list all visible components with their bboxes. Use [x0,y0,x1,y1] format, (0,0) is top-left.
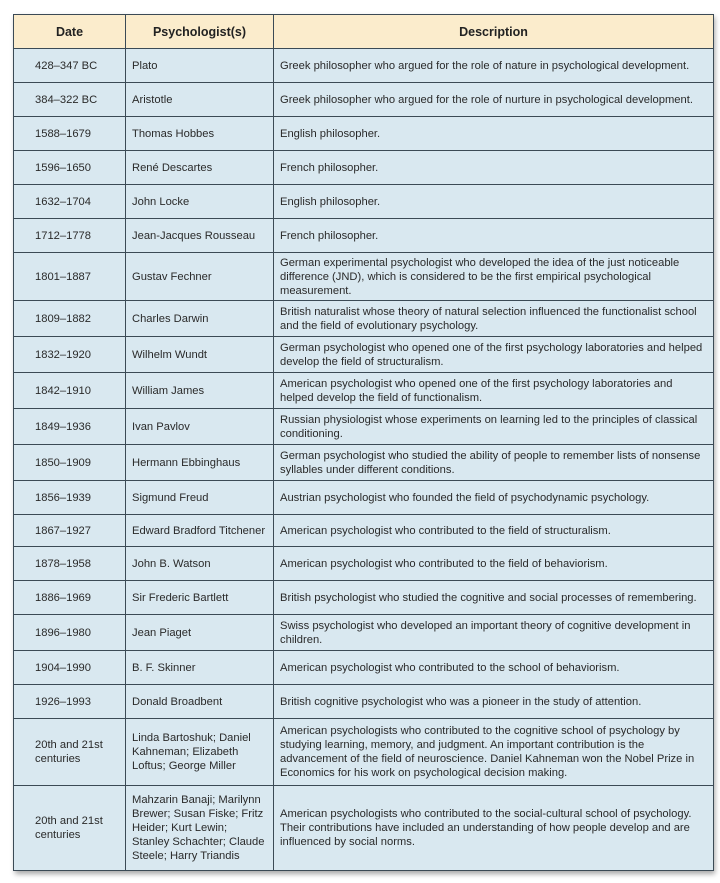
description-cell: American psychologist who contributed to the field of behaviorism. [274,547,714,581]
date-cell: 1632–1704 [14,185,126,219]
date-cell: 1867–1927 [14,515,126,547]
table-row [14,445,714,481]
description-cell: German experimental psychologist who developed the idea of the just noticeable difference (JND), which is considered to be the first empirical psychological measurement. [274,253,714,301]
psychologist-cell: Plato [126,49,274,83]
description-cell: British cognitive psychologist who was a pioneer in the study of attention. [274,685,714,719]
psychologist-cell: John Locke [126,185,274,219]
description-cell: English philosopher. [274,185,714,219]
date-cell: 1904–1990 [14,651,126,685]
table-row [14,301,714,337]
psychologist-cell: Mahzarin Banaji; Marilynn Brewer; Susan Fiske; Fritz Heider; Kurt Lewin; Stanley Schachter; Claude Steele; Harry Triandis [126,786,274,871]
table-row [14,581,714,615]
psychologist-cell: Ivan Pavlov [126,409,274,445]
description-cell: American psychologist who opened one of the first psychology laboratories and helped develop the field of functionalism. [274,373,714,409]
date-cell: 1849–1936 [14,409,126,445]
table-row [14,219,714,253]
table-row [14,151,714,185]
table-row [14,373,714,409]
table-row [14,685,714,719]
table-row [14,547,714,581]
date-cell: 1856–1939 [14,481,126,515]
date-cell: 428–347 BC [14,49,126,83]
description-cell: Russian physiologist whose experiments on learning led to the principles of classical conditioning. [274,409,714,445]
description-cell: French philosopher. [274,219,714,253]
description-cell: Austrian psychologist who founded the field of psychodynamic psychology. [274,481,714,515]
date-cell: 1712–1778 [14,219,126,253]
psychologist-cell: Aristotle [126,83,274,117]
date-cell: 20th and 21st centuries [14,719,126,786]
table-row [14,337,714,373]
table-row [14,253,714,301]
psychologist-cell: Sir Frederic Bartlett [126,581,274,615]
table-row [14,786,714,871]
psychologist-cell: Jean Piaget [126,615,274,651]
description-cell: American psychologists who contributed to the social-cultural school of psychology. Their contributions have included an understanding of how people develop and are influenced by social norms. [274,786,714,871]
description-cell: Swiss psychologist who developed an important theory of cognitive development in children. [274,615,714,651]
date-cell: 1896–1980 [14,615,126,651]
description-cell: German psychologist who studied the ability of people to remember lists of nonsense syllables under different conditions. [274,445,714,481]
date-cell: 1588–1679 [14,117,126,151]
header-row [14,15,714,49]
date-cell: 384–322 BC [14,83,126,117]
header-description: Description [274,15,714,49]
description-cell: Greek philosopher who argued for the role of nature in psychological development. [274,49,714,83]
table-row [14,719,714,786]
psychologists-table [13,14,714,871]
header-psychologists: Psychologist(s) [126,15,274,49]
table-row [14,615,714,651]
psychologist-cell: Charles Darwin [126,301,274,337]
psychologist-cell: Thomas Hobbes [126,117,274,151]
date-cell: 1596–1650 [14,151,126,185]
date-cell: 1878–1958 [14,547,126,581]
header-date: Date [14,15,126,49]
psychologist-cell: Jean-Jacques Rousseau [126,219,274,253]
date-cell: 1926–1993 [14,685,126,719]
psychologist-cell: B. F. Skinner [126,651,274,685]
description-cell: German psychologist who opened one of the first psychology laboratories and helped develop the field of structuralism. [274,337,714,373]
description-cell: American psychologist who contributed to the school of behaviorism. [274,651,714,685]
psychologist-cell: Sigmund Freud [126,481,274,515]
date-cell: 1809–1882 [14,301,126,337]
date-cell: 20th and 21st centuries [14,786,126,871]
psychologist-cell: John B. Watson [126,547,274,581]
psychologist-cell: René Descartes [126,151,274,185]
psychologist-cell: Gustav Fechner [126,253,274,301]
date-cell: 1850–1909 [14,445,126,481]
psychologists-table-frame [13,14,713,871]
description-cell: French philosopher. [274,151,714,185]
psychologist-cell: Linda Bartoshuk; Daniel Kahneman; Elizabeth Loftus; George Miller [126,719,274,786]
table-row [14,481,714,515]
description-cell: American psychologist who contributed to the field of structuralism. [274,515,714,547]
description-cell: British psychologist who studied the cognitive and social processes of remembering. [274,581,714,615]
date-cell: 1832–1920 [14,337,126,373]
psychologist-cell: Edward Bradford Titchener [126,515,274,547]
description-cell: American psychologists who contributed to the cognitive school of psychology by studying learning, memory, and judgment. An important contribution is the advancement of the field of neuroscience. Daniel Kahneman won the Nobel Prize in Economics for his work on psychological decision making. [274,719,714,786]
psychologist-cell: Wilhelm Wundt [126,337,274,373]
table-row [14,651,714,685]
psychologist-cell: Hermann Ebbinghaus [126,445,274,481]
date-cell: 1842–1910 [14,373,126,409]
psychologist-cell: William James [126,373,274,409]
date-cell: 1886–1969 [14,581,126,615]
table-row [14,83,714,117]
date-cell: 1801–1887 [14,253,126,301]
table-row [14,409,714,445]
description-cell: Greek philosopher who argued for the role of nurture in psychological development. [274,83,714,117]
table-row [14,49,714,83]
table-row [14,515,714,547]
table-row [14,185,714,219]
description-cell: British naturalist whose theory of natural selection influenced the functionalist school and the field of evolutionary psychology. [274,301,714,337]
psychologist-cell: Donald Broadbent [126,685,274,719]
description-cell: English philosopher. [274,117,714,151]
table-row [14,117,714,151]
table-body [14,49,714,871]
